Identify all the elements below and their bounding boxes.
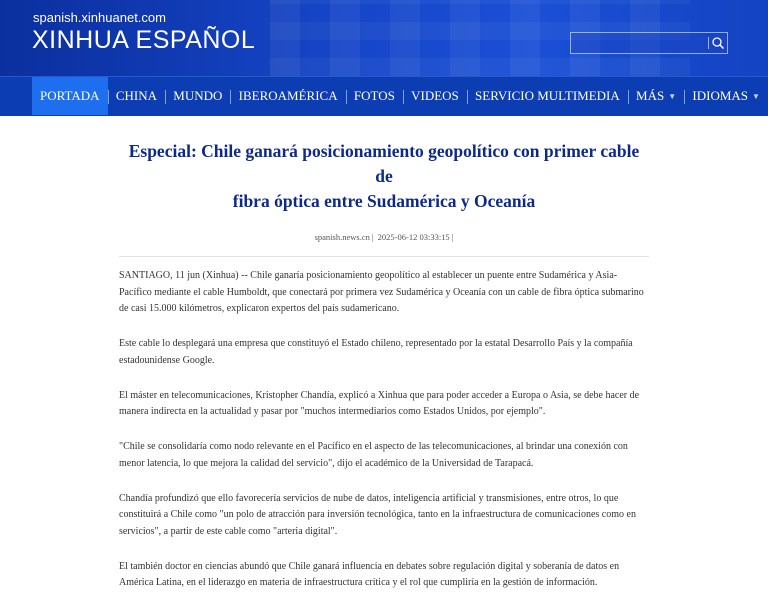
nav-item-china[interactable]: CHINA bbox=[108, 77, 165, 115]
nav-item-fotos[interactable]: FOTOS bbox=[346, 77, 403, 115]
article-source: spanish.news.cn bbox=[314, 232, 371, 242]
article-paragraph: Chandía profundizó que ello favorecería servicios de nube de datos, inteligencia artificial y transmisiones, entre otros, lo que constituirá a Chile como "un polo de atracción para inversión tecnológica, tanto en la infraestructura de comunicaciones como en servicios", a partir de este cable como "arteria digital". bbox=[119, 491, 649, 541]
article-paragraph: "Chile se consolidaría como nodo relevante en el Pacífico en el aspecto de las telecomunicaciones, al brindar una conexión con menor latencia, lo que mejora la calidad del servicio", dijo el académico de la Universidad de Tarapacá. bbox=[119, 439, 649, 472]
nav-item-videos[interactable]: VIDEOS bbox=[403, 77, 467, 115]
article-paragraph: El también doctor en ciencias abundó que Chile ganará influencia en debates sobre regulación digital y soberanía de datos en América Latina, en el liderazgo en materia de infraestructura crítica y el rol que cumpliría en la gestión de información. bbox=[119, 559, 649, 592]
meta-divider bbox=[119, 256, 649, 257]
meta-separator: | bbox=[371, 232, 375, 242]
search-divider bbox=[708, 37, 709, 49]
site-logo-title[interactable]: XINHUA ESPAÑOL bbox=[32, 26, 255, 55]
search-icon[interactable] bbox=[711, 36, 725, 50]
article-title bbox=[124, 139, 644, 214]
nav-item-idiomas[interactable]: IDIOMAS ▼ bbox=[684, 77, 768, 115]
chevron-down-icon: ▼ bbox=[668, 92, 676, 101]
meta-separator: | bbox=[451, 232, 455, 242]
main-nav bbox=[0, 76, 768, 116]
nav-item-portada[interactable]: PORTADA bbox=[32, 77, 108, 115]
article-meta bbox=[0, 232, 768, 242]
search-box bbox=[570, 32, 728, 54]
article-paragraph: El máster en telecomunicaciones, Kristopher Chandía, explicó a Xinhua que para poder acceder a Europa o Asia, se debe hacer de manera indirecta en la actualidad y pasar por "muchos intermediarios como Estados Unidos, por ejemplo". bbox=[119, 388, 649, 421]
article-paragraph: Este cable lo desplegará una empresa que constituyó el Estado chileno, representado por la estatal Desarrollo País y la compañía estadounidense Google. bbox=[119, 336, 649, 369]
chevron-down-icon: ▼ bbox=[752, 92, 760, 101]
site-url[interactable]: spanish.xinhuanet.com bbox=[33, 10, 166, 25]
article-title-line: Especial: Chile ganará posicionamiento geopolítico con primer cable de bbox=[124, 139, 644, 189]
article-body bbox=[119, 268, 649, 592]
site-header bbox=[0, 0, 768, 76]
nav-item-mas[interactable]: MÁS ▼ bbox=[628, 77, 684, 115]
search-input[interactable] bbox=[571, 33, 707, 53]
nav-item-iberoamerica[interactable]: IBEROAMÉRICA bbox=[231, 77, 346, 115]
article-timestamp: 2025-06-12 03:33:15 bbox=[377, 232, 451, 242]
nav-item-servicio-multimedia[interactable]: SERVICIO MULTIMEDIA bbox=[467, 77, 628, 115]
article-title-line: fibra óptica entre Sudamérica y Oceanía bbox=[124, 189, 644, 214]
article-paragraph: SANTIAGO, 11 jun (Xinhua) -- Chile ganaría posicionamiento geopolítico al establecer un puente entre Sudamérica y Asia-Pacífico mediante el cable Humboldt, que conectará por primera vez Sudamérica y Oceanía con un cable de fibra óptica submarino de casi 15.000 kilómetros, explicaron expertos del país sudamericano. bbox=[119, 268, 649, 318]
nav-item-mundo[interactable]: MUNDO bbox=[165, 77, 230, 115]
